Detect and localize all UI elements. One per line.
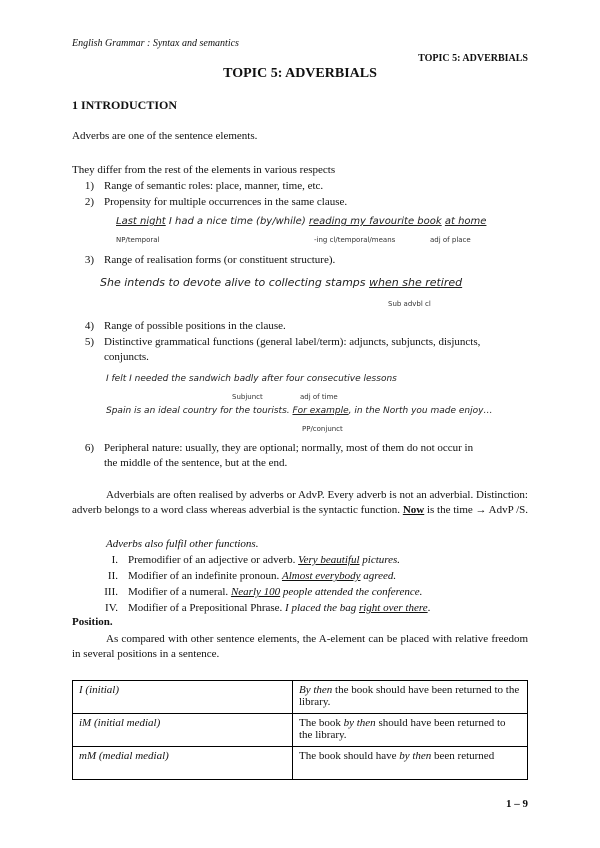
example-label: NP/temporal: [116, 236, 160, 244]
differ-sentence: They differ from the rest of the elements in various respects: [72, 164, 336, 176]
roman-text-part: .: [427, 602, 431, 614]
list-item: [72, 254, 528, 268]
adverbial-phrase: By then: [299, 684, 333, 696]
list-number: 3): [84, 254, 94, 266]
roman-list-item: [96, 554, 528, 568]
roman-number: II.: [107, 570, 118, 582]
table-cell-label: I (initial): [73, 681, 293, 714]
table-cell-example: [293, 681, 528, 714]
roman-text-part: people attended the conference.: [280, 586, 423, 598]
roman-text: [128, 586, 422, 598]
emphasis-word: Now: [402, 504, 425, 516]
example-text: The book: [299, 717, 344, 729]
roman-number: IV.: [105, 602, 118, 614]
list-text: Peripheral nature: usually, they are optional; normally, most of them do not occur in: [104, 442, 474, 454]
example-text: The book should have: [299, 750, 400, 762]
roman-number: III.: [104, 586, 118, 598]
example-label: -ing cl/temporal/means: [314, 236, 396, 244]
paragraph-text: Adverbials are often realised by adverbs or AdvP. Every adverb is not an adverbial. Distinction: adverb belongs to a word class whereas adverbial is the syntactic function.: [72, 489, 528, 516]
roman-list-item: [96, 570, 528, 584]
page-number: 1 – 9: [506, 798, 528, 810]
list-text: Range of possible positions in the clause.: [104, 320, 286, 332]
example-text: should have been returned to the library.: [299, 717, 506, 741]
example-label: adj of time: [300, 393, 338, 401]
table-cell-label: mM (medial medial): [73, 747, 293, 780]
roman-example: Very beautiful: [298, 554, 360, 566]
example-phrase: For example: [292, 406, 349, 416]
roman-list-item: [96, 602, 528, 616]
adverbial-phrase: by then: [399, 750, 432, 762]
example-sentence-1: [116, 216, 486, 227]
list-text-continued: conjuncts.: [104, 351, 149, 363]
list-text: Range of semantic roles: place, manner, time, etc.: [104, 180, 324, 192]
list-number: 2): [84, 196, 94, 208]
list-item: [72, 320, 528, 334]
list-number: 6): [84, 442, 94, 454]
list-text: Range of realisation forms (or constituent structure).: [104, 254, 336, 266]
roman-example: Almost everybody: [281, 570, 361, 582]
list-number: 4): [84, 320, 94, 332]
roman-text-part: agreed.: [360, 570, 397, 582]
example-text: been returned: [431, 750, 495, 762]
example-sentence-3: I felt I needed the sandwich badly after four consecutive lessons: [106, 374, 397, 384]
list-text: Propensity for multiple occurrences in the same clause.: [104, 196, 348, 208]
example-text: the book should have been returned to the library.: [299, 684, 520, 708]
roman-text-part: Modifier of a numeral.: [128, 586, 231, 598]
table-cell-label: iM (initial medial): [73, 714, 293, 747]
roman-text: [128, 570, 396, 582]
roman-example: Nearly 100: [230, 586, 281, 598]
section-heading: 1 INTRODUCTION: [72, 98, 178, 112]
adverbials-paragraph: [72, 488, 528, 518]
list-item: [72, 196, 528, 210]
list-text-continued: the middle of the sentence, but at the end.: [104, 457, 288, 469]
running-header-left: English Grammar : Syntax and semantics: [72, 38, 239, 49]
example-phrase: reading my favourite book: [308, 216, 442, 227]
roman-text-part: I placed the bag: [285, 602, 359, 614]
position-paragraph: As compared with other sentence elements, the A-element can be placed with relative freedom in several positions in a sentence.: [72, 633, 528, 660]
page-title: TOPIC 5: ADVERBIALS: [223, 66, 377, 81]
list-item: [72, 180, 528, 194]
example-label: adj of place: [430, 236, 471, 244]
example-sentence-2: [100, 276, 462, 289]
roman-text: [128, 602, 430, 614]
example-phrase: at home: [444, 216, 487, 227]
list-item: [72, 336, 528, 364]
table-row: [73, 681, 528, 714]
paragraph-text: is the time → AdvP /S.: [424, 504, 528, 516]
list-item: [72, 442, 528, 470]
table-cell-example: [293, 714, 528, 747]
roman-text: [128, 554, 400, 566]
roman-text-part: Premodifier of an adjective or adverb.: [128, 554, 299, 566]
roman-text-part: Modifier of a Prepositional Phrase.: [128, 602, 286, 614]
running-header-right: TOPIC 5: ADVERBIALS: [418, 53, 528, 64]
position-heading: Position.: [72, 616, 113, 628]
list-text: Distinctive grammatical functions (general label/term): adjuncts, subjuncts, disjuncts,: [104, 336, 481, 348]
list-number: 1): [84, 180, 94, 192]
example-sentence-4: [106, 406, 492, 416]
example-phrase: Spain is an ideal country for the tourists.: [106, 406, 293, 416]
roman-list-item: [96, 586, 528, 600]
example-phrase: She intends to devote alive to collecting stamps: [100, 276, 370, 289]
example-label: PP/conjunct: [302, 425, 343, 433]
example-phrase: I had a nice time (by/while): [165, 216, 309, 227]
table-row: [73, 747, 528, 780]
position-table: [72, 680, 528, 780]
roman-number: I.: [111, 554, 118, 566]
example-label: Subjunct: [232, 393, 263, 401]
list-number: 5): [84, 336, 94, 348]
example-label: Sub advbl cl: [388, 300, 431, 308]
other-functions-heading: Adverbs also fulfil other functions.: [106, 538, 259, 550]
intro-sentence: Adverbs are one of the sentence elements.: [72, 130, 258, 142]
roman-text-part: Modifier of an indefinite pronoun.: [128, 570, 282, 582]
roman-example: right over there: [358, 602, 428, 614]
adverbial-phrase: by then: [343, 717, 376, 729]
example-phrase: when she retired: [369, 276, 463, 289]
table-row: [73, 714, 528, 747]
table-cell-example: [293, 747, 528, 780]
example-phrase: , in the North you made enjoy…: [348, 406, 493, 416]
example-phrase: Last night: [116, 216, 166, 227]
roman-text-part: pictures.: [359, 554, 401, 566]
